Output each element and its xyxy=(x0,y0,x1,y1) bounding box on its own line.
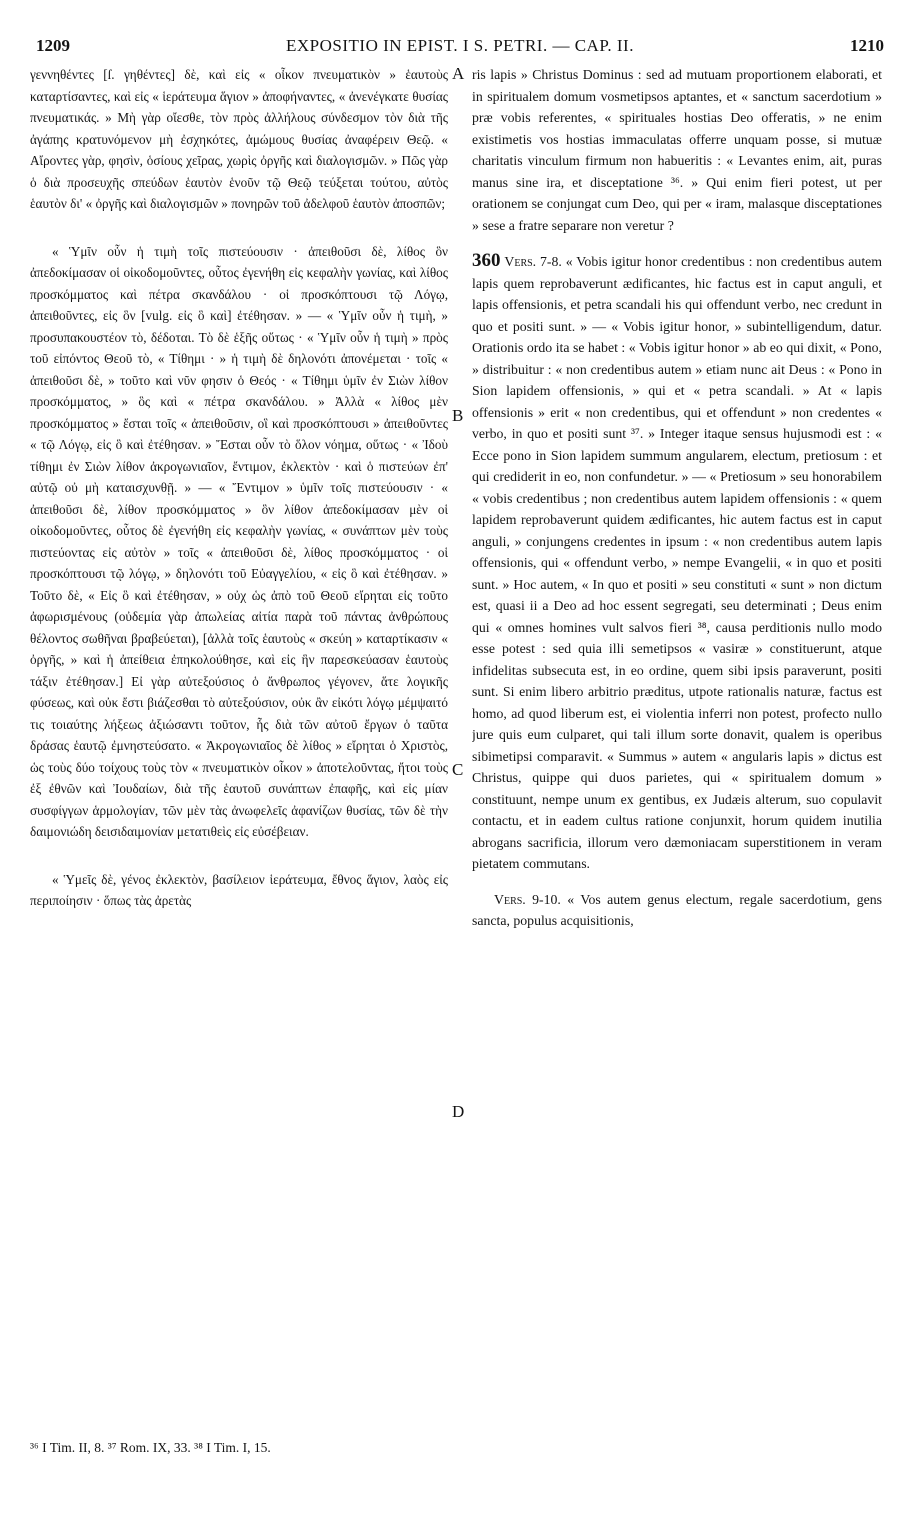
greek-column xyxy=(30,64,448,1464)
greek-paragraph-2: « Ὑμῖν οὖν ἡ τιμὴ τοῖς πιστεύουσιν · ἀπειθοῦσι δὲ, λίθος ὃν ἀπεδοκίμασαν οἱ οἰκοδομοῦντες, οὗτος ἐγενήθη εἰς κεφαλὴν γωνίας, καὶ λίθος προσκόμματος καὶ πέτρα σκανδάλου · οἱ προσκόπτουσι τῷ Λόγῳ, ἀπειθοῦντες, εἰς ὃν [vulg. εἰς ὃ καὶ] ἐτέθησαν. » — « Ὑμῖν οὖν ἡ τιμὴ, » προσυπακουστέον τὸ, δέδοται. Τὸ δὲ ἑξῆς οὕτως · « Ὑμῖν οὖν ἡ τιμὴ » πρὸς τοῦ εἰπόντος Θεοῦ τὸ, « Τίθημι · » ἡ τιμὴ δὲ δηλονότι ἀπονέμεται · τοῖς « ἀπειθοῦσι δὲ, » τοῦτο καὶ νῦν φησιν ὁ Θεός · « Τίθημι ὑμῖν ἐν Σιὼν λίθον προσκόμματος, » ὃς καὶ « πέτρα σκανδάλου. » Ἀλλὰ « λίθος μὲν προσκόμματος » ἔσται τοῖς « ἀπειθοῦσιν, οἳ καὶ προσκόπτουσι » ἀπειθοῦντες « τῷ Λόγῳ, εἰς ὃ καὶ ἐτέθησαν. » Ἔσται οὖν τὸ ὅλον νόημα, οὕτως · « Ἰδοὺ τίθημι ἐν Σιὼν λίθον ἀκρογωνιαῖον, ἔντιμον, ἐκλεκτὸν · καὶ ὁ πιστεύων ἐπ' αὐτῷ οὐ μὴ καταισχυνθῇ. » — « Ἔντιμον » ὑμῖν τοῖς πιστεύουσιν · « ἀπειθοῦσι δὲ, λίθον προσκόμματος » ὃν λίθον ἀπεδοκίμασαν μὲν οἱ οἰκοδομοῦντες, οὗτος δὲ ἐγενήθη εἰς κεφαλὴν γωνίας, « συνάπτων μὲν τοὺς πιστεύοντας εἰς αὐτὸν » τοῖς « ἀπειθοῦσι δὲ, λίθος προσκόμματος · οἱ προσκόπτουσι τῷ λόγῳ, » δηλονότι τοῦ Εὐαγγελίου, « εἰς ὃ καὶ ἐτέθησαν. » Τοῦτο δὲ, « Εἰς ὃ καὶ ἐτέθησαν, » οὐχ ὡς ἀπὸ τοῦ Θεοῦ εἴρηται εἰς τοῦτο ἀφωρισμένους (οὐδεμία γὰρ ἀπωλείας αἰτία παρὰ τοῦ πάντας ἀνθρώπους θέλοντος σωθῆναι βραβεύεται), [ἀλλὰ τοῖς ἑαυτοὺς « σκεύη » καταρτίκασιν « ὀργῆς, » καὶ ἡ ἀπείθεια ἐπηκολούθησε, καὶ εἰς ἣν παρεσκεύασαν ἑαυτοὺς τάξιν ἐτέθησαν.] Εἰ γὰρ αὐτεξούσιος ὁ ἄνθρωπος γέγονεν, ἅτε λογικῆς φύσεως, καὶ οὐκ ἔστι βιάζεσθαι τὸ αὐτεξούσιον, οὐκ ἂν εἰκότι λόγῳ μέμψαιτό τις τοιαύτης λήξεως ἀξιώσαντι τοῦτον, ἧς διὰ τῶν αὐτοῦ ἔργων ὁ ταῦτα δράσας ἑαυτῷ ἐμνηστεύσατο. « Ἀκρογωνιαῖος δὲ λίθος » εἴρηται ὁ Χριστὸς, ὡς τοὺς δύο τοίχους τοὺς τὸν « πνευματικὸν οἶκον » ἀποτελοῦντας, ἤτοι τοὺς ἐξ ἐθνῶν καὶ Ἰουδαίων, διὰ τῆς ἑαυτοῦ συνάπτων ἐπαφῆς, καὶ εἰς μίαν συσφίγγων ἁρμολογίαν, τῶν μὲν τὰς ἀνωφελεῖς ἀφανίζων θυσίας, τῶν δὲ τὴν δαιμονιώδη δεισιδαιμονίαν μετατιθεὶς εἰς εὐσέβειαν. xyxy=(30,243,448,839)
footnotes: ³⁶ I Tim. II, 8. ³⁷ Rom. IX, 33. ³⁸ I Tim. I, 15. xyxy=(30,1440,271,1455)
latin-column xyxy=(472,64,882,1464)
page-number-left: 1209 xyxy=(36,36,70,55)
latin-paragraph-2 xyxy=(472,250,882,875)
margin-letter-b: B xyxy=(452,406,464,425)
margin-letter-c: C xyxy=(452,760,464,779)
verse-label-7-8: Vers. 7-8. xyxy=(504,254,562,269)
greek-paragraph-1: γεννηθέντες [ſ. γηθέντες] δὲ, καὶ εἰς « οἶκον πνευματικὸν » ἑαυτοὺς καταρτίσαντες, καὶ εἰς « ἱεράτευμα ἅγιον » ἀποφήναντες, « ἀνενέγκατε θυσίας πνευματικάς. » Μὴ γὰρ οἴεσθε, τὸν πρὸς ἀλλήλους σύνδεσμον τὸν διὰ τῆς ἀγάπης κρατυνόμενον μὴ ἐσχηκότες, ἀμώμους θυσίας ἀναφέρειν Θεῷ. « Αἴροντες γὰρ, φησὶν, ὁσίους χεῖρας, χωρὶς ὀργῆς καὶ διαλογισμῶν. » Πῶς γὰρ ὁ διὰ προσευχῆς σπεύδων ἑαυτὸν ἑνοῦν τῷ Θεῷ τεύξεται τούτου, αὐτὸς ἑαυτὸν δι' « ὀργῆς καὶ διαλογισμῶν » πονηρῶν τοῦ ἀδελφοῦ ἑαυτὸν ἀποσπῶν; xyxy=(30,67,448,211)
latin-paragraph-1: ris lapis » Christus Dominus : sed ad mutuam proportionem elaborati, et in spiritualem domum vosmetipsos aptantes, et « sanctum sacerdotium » præ vobis referentes, « spirituales hostias Deo offeratis, » ne enim existimetis vos hostias immaculatas offerre unquam posse, si mutuæ charitatis vinculum firmum non habueritis : « Levantes enim, ait, puras manus sine ira, et disceptatione ³⁶. » Qui enim fieri potest, ut per orationem se conjungat cum Deo, qui per « iram, malasque disceptationes » sese a fratre separare non veretur ? xyxy=(472,67,882,233)
latin-paragraph-3 xyxy=(472,889,882,932)
latin-paragraph-2-text: « Vobis igitur honor credentibus : non credentibus autem lapis quem reprobaverunt ædificantes, hic factus est in caput anguli, et lapis offensionis, et petra scandali his qui offendunt verbo, nec credunt in quo et positi sunt. » — « Vobis igitur honor, » subintelligendum, datur. Orationis ordo ita se habet : « Vobis igitur honor » ab eo qui dixit, « Pono, » distribuitur : « non credentibus autem » etiam nunc ait Deus : « Pono in Sion lapidem offensionis, » qui et « petra scandali. » At « lapis offensionis » erit « non credentibus, qui et offendunt » non credentes « verbo, in quo et positi sunt ³⁷. » Integer itaque sensus hujusmodi est : « Ecce pono in Sion lapidem summum angularem, electum, pretiosum : et qui crediderit in eo, non confundetur. » — « Pretiosum » seu honorabilem « vobis credentibus ; non credentibus autem lapidem offensionis : « quem lapidem reprobaverunt quidem ædificantes, hic autem factus est in caput anguli, » conjungens credentes in ipsum : « non credentibus autem lapis offensionis, qui « offendunt verbo, » nempe Evangelii, « in quo et positi sunt. » Hoc autem, « In quo et positi » seu constituti « sunt » non dictum est, quasi ii a Deo ad hoc essent segregati, seu determinati ; Deus enim qui « omnes homines vult salvos fieri ³⁸, causa perditionis nullo modo esse potest : sed quia illi semetipsos « vasiræ » constituerunt, atque infidelitas subsecuta est, in eo ordine, quem sibi ipsis paraverunt, positi sunt. Si enim libero arbitrio præditus, utpote rationalis naturæ, factus est homo, ad quod liberum est, ei violentia inferri non potest, profecto nullo jure quis eum culparet, qui tali illum sorte donavit, qualem is operibus sibimetipsi comparavit. « Summus » autem « angularis lapis » dictus est Christus, quippe qui duos parietes, qui « spiritualem domum » constituunt, nempe unum ex gentibus, ex Judæis alterum, suo copulavit contactu, et in eadem cultus ratione conjunxit, horum quidem inutilia abrogans sacrificia, illorum vero dæmoniacam superstitionem in veram pietatem commutans. xyxy=(472,254,882,871)
greek-paragraph-3: « Ὑμεῖς δὲ, γένος ἐκλεκτὸν, βασίλειον ἱεράτευμα, ἔθνος ἅγιον, λαὸς εἰς περιποίησιν · ὅπως τὰς ἀρετὰς xyxy=(30,871,448,908)
verse-label-9-10: Vers. 9-10. xyxy=(494,891,561,907)
running-title: EXPOSITIO IN EPIST. I S. PETRI. — CAP. II. xyxy=(286,36,634,55)
page-number-right: 1210 xyxy=(850,36,884,55)
margin-letter-d: D xyxy=(452,1102,465,1121)
page-header xyxy=(36,34,884,58)
section-number: 360 xyxy=(472,250,501,271)
latin-paragraph-3-text: « Vos autem genus electum, regale sacerdotium, gens sancta, populus acquisitionis, xyxy=(472,891,882,928)
margin-letter-a: A xyxy=(452,64,465,83)
